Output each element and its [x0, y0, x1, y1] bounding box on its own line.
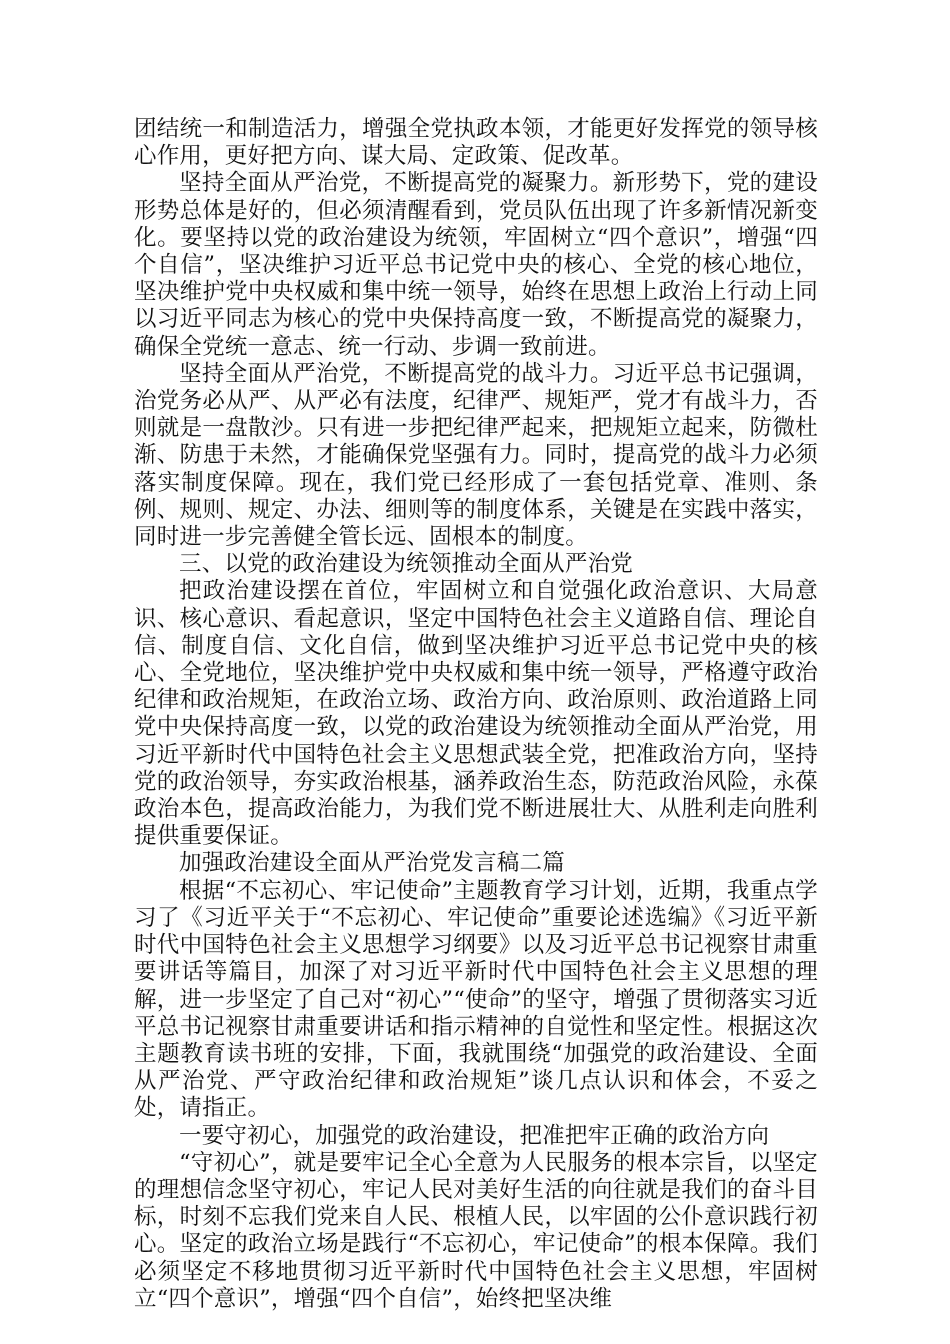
paragraph-political-construction: 把政治建设摆在首位，牢固树立和自觉强化政治意识、大局意识、核心意识、看起意识，坚定中国特色社会主义道路自信、理论自信、制度自信、文化自信，做到坚决维护习近平总书记党中央的核心、全党地位，坚决维护党中央权威和集中统一领导，严格遵守政治纪律和政治规矩，在政治立场、政治方向、政治原则、政治道路上同党中央保持高度一致，以党的政治建设为统领推动全面从严治党，用习近平新时代中国特色社会主义思想武装全党，把准政治方向，坚持党的政治领导，夯实政治根基，涵养政治生态，防范政治风险，永葆政治本色，提高政治能力，为我们党不断进展壮大、从胜利走向胜利提供重要保证。 — [134, 578, 818, 850]
paragraph-combat-power: 坚持全面从严治党，不断提高党的战斗力。习近平总书记强调，治党务必从严、从严必有法度，纪律严、规矩严，党才有战斗力，否则就是一盘散沙。只有进一步把纪律严起来，把规矩立起来，防微杜渐、防患于未然，才能确保党坚强有力。同时，提高党的战斗力必须落实制度保障。现在，我们党已经形成了一套包括党章、准则、条例、规则、规定、办法、细则等的制度体系，关键是在实践中落实，同时进一步完善健全管长远、固根本的制度。 — [134, 360, 818, 551]
section-heading-three: 三、以党的政治建设为统领推动全面从严治党 — [179, 551, 634, 578]
subheading-keep-original-aspiration: 一要守初心，加强党的政治建设，把准把牢正确的政治方向 — [179, 1122, 770, 1149]
paragraph-cohesion: 坚持全面从严治党，不断提高党的凝聚力。新形势下，党的建设形势总体是好的，但必须清醒看到，党员队伍出现了许多新情况新变化。要坚持以党的政治建设为统领，牢固树立“四个意识”，增强“四个自信”，坚决维护习近平总书记党中央的核心、全党的核心地位，坚决维护党中央权威和集中统一领导，始终在思想上政治上行动上同以习近平同志为核心的党中央保持高度一致，不断提高党的凝聚力，确保全党统一意志、统一行动、步调一致前进。 — [134, 170, 818, 360]
paragraph-original-aspiration: “守初心”，就是要牢记全心全意为人民服务的根本宗旨，以坚定的理想信念坚守初心，牢记人民对美好生活的向往就是我们的奋斗目标，时刻不忘我们党来自人民、根植人民，以牢固的公仆意识践行初心。坚定的政治立场是践行“不忘初心，牢记使命”的根本保障。我们必须坚定不移地贯彻习近平新时代中国特色社会主义思想，牢固树立“四个意识”，增强“四个自信”，始终把坚决维 — [134, 1149, 818, 1312]
paragraph-continuation: 团结统一和制造活力，增强全党执政本领，才能更好发挥党的领导核心作用，更好把方向、谋大局、定政策、促改革。 — [134, 116, 818, 170]
article-title-two: 加强政治建设全面从严治党发言稿二篇 — [179, 850, 565, 877]
document-body — [134, 116, 818, 1313]
paragraph-study-plan: 根据“不忘初心、牢记使命”主题教育学习计划，近期，我重点学习了《习近平关于“不忘初心、牢记使命”重要论述选编》《习近平新时代中国特色社会主义思想学习纲要》以及习近平总书记视察甘肃重要讲话等篇目，加深了对习近平新时代中国特色社会主义思想的理解，进一步坚定了自己对“初心”“使命”的坚守，增强了贯彻落实习近平总书记视察甘肃重要讲话和指示精神的自觉性和坚定性。根据这次主题教育读书班的安排，下面，我就围绕“加强党的政治建设、全面从严治党、严守政治纪律和政治规矩”谈几点认识和体会，不妥之处，请指正。 — [134, 877, 818, 1122]
